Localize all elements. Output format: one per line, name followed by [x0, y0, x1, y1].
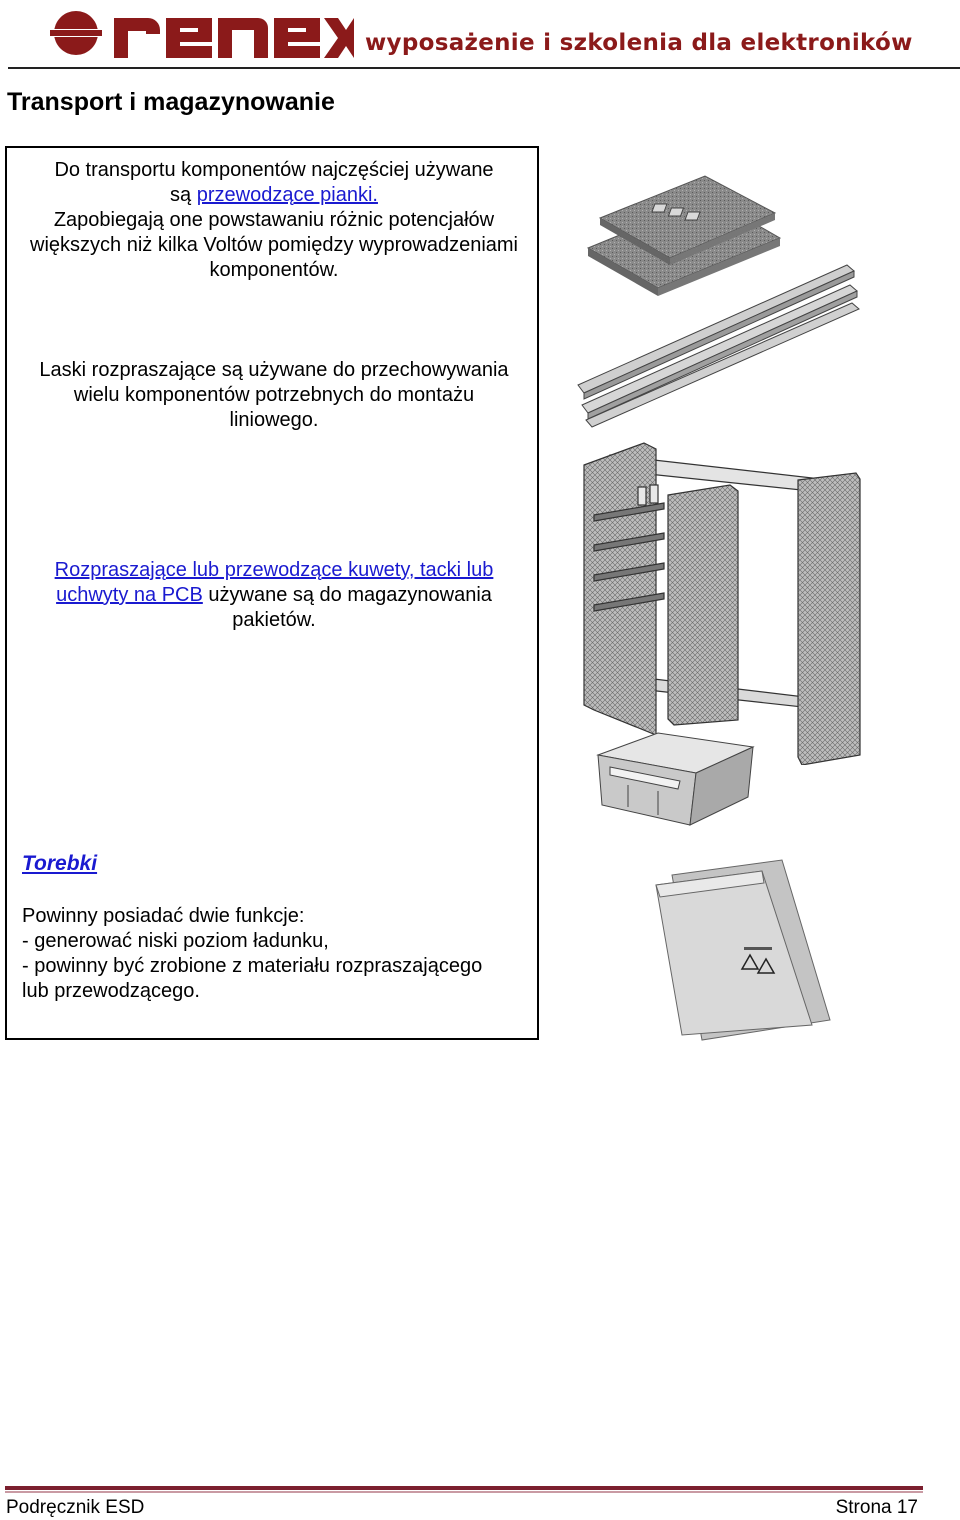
footer-divider [5, 1486, 923, 1490]
footer-divider-accent [5, 1491, 923, 1493]
rails-paragraph: Laski rozpraszające są używane do przechowywania wielu komponentów potrzebnych do montażu liniowego. [39, 359, 509, 431]
storage-bin-illustration [588, 725, 758, 835]
pcb-rack-illustration [580, 435, 865, 765]
bags-line: - generować niski poziom ładunku, [22, 930, 329, 952]
footer-manual-title: Podręcznik ESD [6, 1497, 145, 1518]
footer-page-number: Strona 17 [835, 1497, 918, 1518]
header-divider [8, 67, 960, 69]
bags-line: lub przewodzącego. [22, 980, 200, 1002]
page-header [0, 0, 960, 72]
conductive-foam-link[interactable]: przewodzące pianki. [196, 184, 378, 206]
foam-prefix: są [170, 184, 197, 206]
foam-paragraph [27, 158, 521, 283]
bags-link[interactable]: Torebki [22, 852, 98, 875]
content-box [5, 146, 539, 1040]
shielding-bags-illustration [652, 855, 832, 1045]
trays-link[interactable]: Rozpraszające lub przewodzące kuwety, tacki lub uchwyty na PCB [54, 559, 494, 606]
bags-paragraph [22, 904, 532, 1004]
trays-paragraph [27, 558, 521, 633]
rails-illustration [572, 255, 862, 430]
header-tagline: wyposażenie i szkolenia dla elektroników [365, 30, 913, 56]
bags-line: Powinny posiadać dwie funkcje: [22, 905, 305, 927]
renex-logo [44, 6, 354, 58]
foam-rest: Zapobiegają one powstawaniu różnic potencjałów większych niż kilka Voltów pomiędzy wyprowadzeniami komponentów. [30, 209, 518, 281]
page-title: Transport i magazynowanie [7, 88, 335, 116]
trays-rest: używane są do magazynowania pakietów. [202, 584, 492, 631]
foam-line1: Do transportu komponentów najczęściej używane [54, 159, 494, 181]
bags-line: - powinny być zrobione z materiału rozpraszającego [22, 955, 483, 977]
